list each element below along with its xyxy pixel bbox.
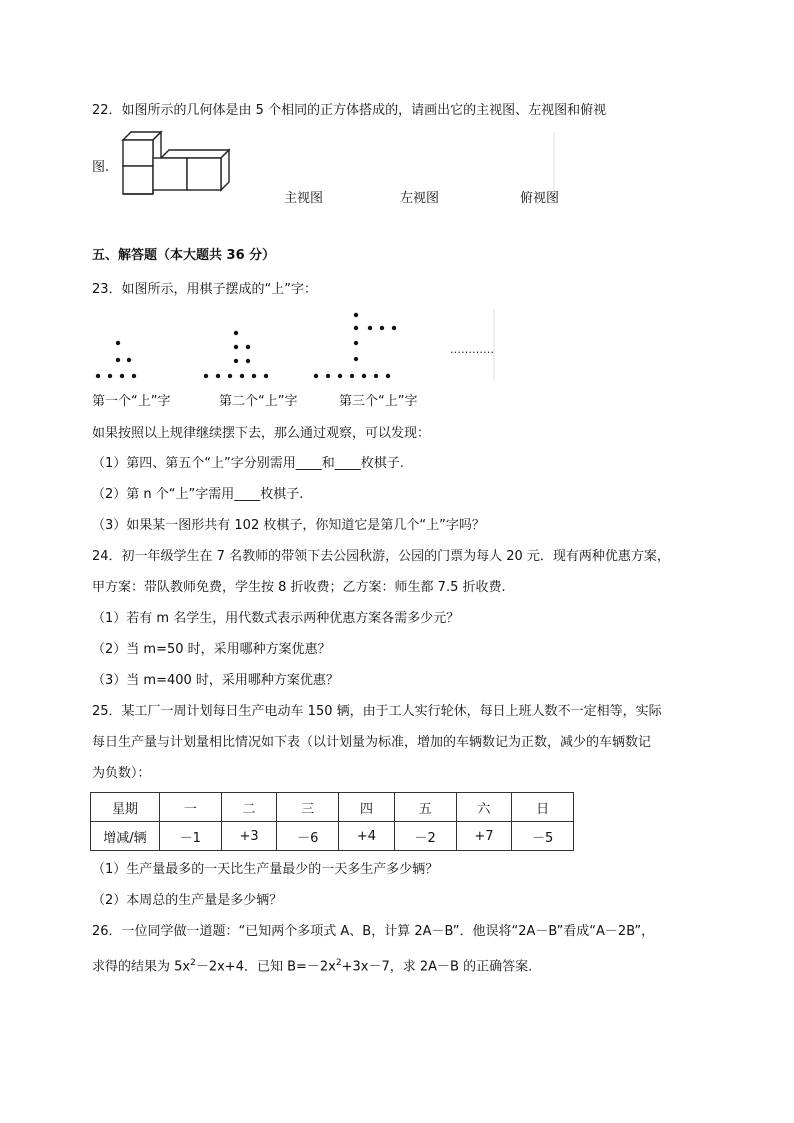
chess-piece: [386, 374, 390, 378]
table-cell: 星期: [91, 793, 160, 822]
q25-line2: 每日生产量与计划量相比情况如下表（以计划量为标准，增加的车辆数记为正数，减少的车辆数记: [92, 735, 652, 750]
table-cell: +4: [339, 822, 395, 851]
q23-caption-3: 第三个“上”字: [339, 394, 418, 409]
q23-sub3: （3）如果某一图形共有 102 枚棋子，你知道它是第几个“上”字吗？: [92, 518, 485, 533]
table-cell: 二: [221, 793, 277, 822]
q25-sub1: （1）生产量最多的一天比生产量最少的一天多生产多少辆？: [92, 862, 439, 877]
chess-piece: [228, 374, 232, 378]
chess-piece: [326, 374, 330, 378]
cube-solid-drawing: [123, 132, 229, 194]
chess-piece: [354, 313, 358, 317]
exponent: 2: [190, 958, 196, 968]
q26-line1: 26．一位同学做一道题：“已知两个多项式 A、B，计算 2A－B”．他误将“2A－B”看成“A－2B”，: [92, 924, 655, 939]
chess-piece: [392, 326, 396, 330]
table-cell: +3: [221, 822, 277, 851]
chess-piece: [314, 374, 318, 378]
q24-sub2: （2）当 m=50 时，采用哪种方案优惠？: [92, 642, 331, 657]
section-5-title: 五、解答题（本大题共 36 分）: [92, 248, 276, 263]
chess-piece: [216, 374, 220, 378]
table-cell: 六: [456, 793, 512, 822]
q26-line2-post: +3x－7，求 2A－B 的正确答案.: [341, 959, 533, 975]
chess-piece: [374, 374, 378, 378]
q26-line2: [92, 955, 532, 975]
q24-sub1: （1）若有 m 名学生，用代数式表示两种优惠方案各需多少元？: [92, 611, 460, 626]
cube-front-right: [187, 158, 221, 190]
table-header-row: [91, 793, 574, 822]
chess-piece: [354, 326, 358, 330]
chess-piece: [234, 359, 238, 363]
table-cell: 一: [160, 793, 222, 822]
table-cell: 四: [339, 793, 395, 822]
cube-front-upper: [123, 140, 153, 166]
chess-piece: [362, 374, 366, 378]
q24-line1: 24．初一年级学生在 7 名教师的带领下去公园秋游，公园的门票为每人 20 元．现有两种优惠方案，: [92, 549, 670, 564]
view-label-left: 左视图: [400, 191, 440, 206]
exponent: 2: [335, 958, 342, 968]
table-cell: 增减/辆: [91, 822, 160, 851]
q25-sub2: （2）本周总的生产量是多少辆？: [92, 893, 283, 908]
chess-piece: [116, 358, 120, 362]
q25-line3: 为负数）：: [92, 766, 151, 781]
cube-row-top: [161, 150, 229, 158]
q23-text: 23．如图所示，用棋子摆成的“上”字：: [92, 282, 318, 297]
chess-piece: [96, 374, 100, 378]
q22-figure: [118, 128, 560, 208]
q22-text-line1: 22．如图所示的几何体是由 5 个相同的正方体搭成的，请画出它的主视图、左视图和俯视: [92, 103, 607, 118]
chess-piece: [252, 374, 256, 378]
table-cell: －2: [394, 822, 456, 851]
cube-front-lower: [123, 166, 153, 194]
q26-line2-mid: －2x+4．已知 B=－2x: [195, 959, 336, 975]
q23-caption-1: 第一个“上”字: [92, 394, 171, 409]
table-cell: －6: [277, 822, 339, 851]
q23-sub1: （1）第四、第五个“上”字分别需用____和____枚棋子.: [92, 456, 404, 471]
shang-figure-1: [96, 341, 136, 378]
q26-line2-pre: 求得的结果为 5x: [92, 959, 191, 975]
cube-row-side: [221, 150, 229, 190]
chess-piece: [354, 341, 358, 345]
chess-piece: [368, 326, 372, 330]
chess-piece: [204, 374, 208, 378]
cube-front-mid: [153, 158, 187, 190]
chess-piece: [240, 374, 244, 378]
chess-piece: [127, 358, 131, 362]
q22-text-line2: 图.: [92, 160, 110, 175]
chess-piece: [132, 374, 136, 378]
table-cell: －5: [512, 822, 574, 851]
chess-piece: [234, 345, 238, 349]
view-label-top: 俯视图: [520, 191, 560, 206]
view-label-front: 主视图: [284, 191, 324, 206]
chess-piece: [116, 341, 120, 345]
chess-piece: [338, 374, 342, 378]
q24-line2: 甲方案：带队教师免费，学生按 8 折收费；乙方案：师生都 7.5 折收费.: [92, 580, 506, 595]
q23-figure: [88, 305, 500, 383]
q23-caption-2: 第二个“上”字: [219, 394, 298, 409]
shang-figure-2: [204, 331, 268, 378]
chess-piece: [380, 326, 384, 330]
chess-piece: [234, 331, 238, 335]
q23-intro: 如果按照以上规律继续摆下去，那么通过观察，可以发现：: [92, 426, 431, 441]
chess-piece: [354, 357, 358, 361]
table-cell: 日: [512, 793, 574, 822]
table-cell: 三: [277, 793, 339, 822]
chess-piece: [350, 374, 354, 378]
production-table: [90, 792, 574, 851]
chess-piece: [120, 374, 124, 378]
q24-sub3: （3）当 m=400 时，采用哪种方案优惠？: [92, 673, 339, 688]
chess-piece: [108, 374, 112, 378]
table-cell: －1: [160, 822, 222, 851]
chess-piece: [264, 374, 268, 378]
chess-piece: [246, 359, 250, 363]
continuation-dots: …………: [450, 343, 494, 356]
q23-sub2: （2）第 n 个“上”字需用____枚棋子.: [92, 487, 304, 502]
shang-figure-3: [314, 313, 396, 378]
table-row: [91, 822, 574, 851]
chess-piece: [246, 345, 250, 349]
q25-line1: 25．某工厂一周计划每日生产电动车 150 辆，由于工人实行轮休，每日上班人数不一定相等，实际: [92, 704, 662, 719]
table-cell: +7: [456, 822, 512, 851]
table-cell: 五: [394, 793, 456, 822]
